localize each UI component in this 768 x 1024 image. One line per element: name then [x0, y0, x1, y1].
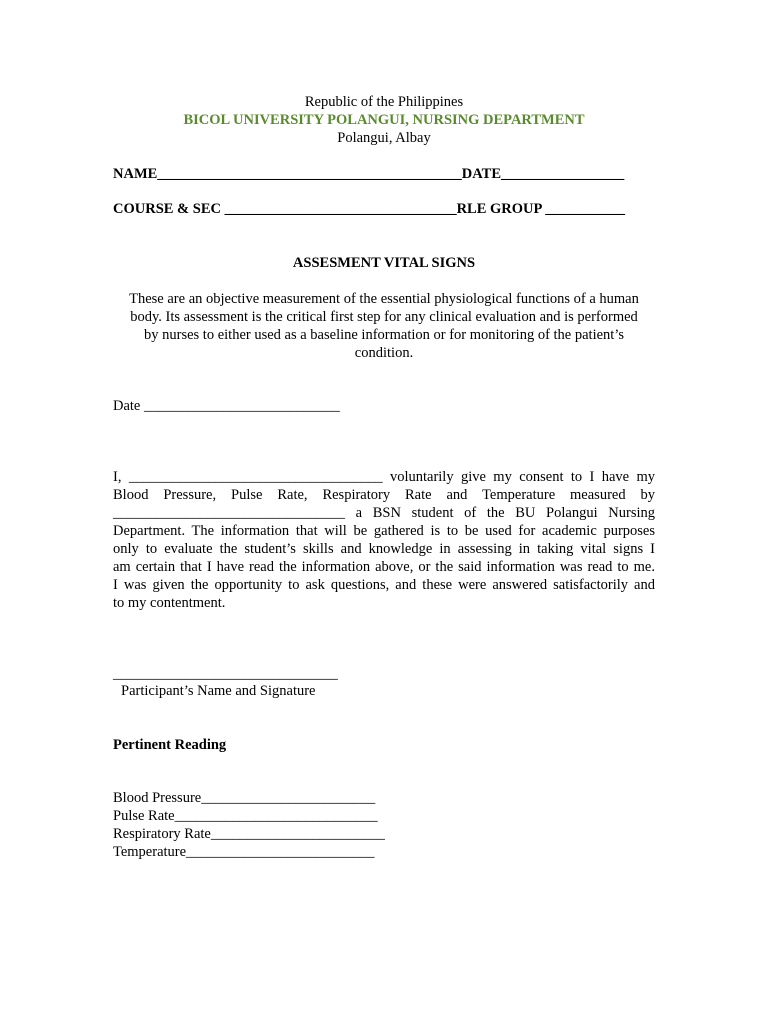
pertinent-heading: Pertinent Reading	[113, 737, 227, 753]
intro-paragraph	[113, 290, 655, 362]
consent-line: I, ___________________________________ voluntarily give my consent to I have my	[113, 469, 655, 485]
consent-line: am certain that I have read the information above, or the said information was read to me.	[113, 559, 655, 575]
name-date-field: NAME__________________________________________DATE_________________	[113, 166, 625, 182]
intro-line: condition.	[354, 345, 414, 361]
date-field: Date ___________________________	[113, 398, 340, 414]
consent-line: I was given the opportunity to ask questions, and these were answered satisfactorily and	[113, 577, 655, 593]
signature-line: _______________________________	[113, 666, 338, 682]
consent-line: Blood Pressure, Pulse Rate, Respiratory Rate and Temperature measured by	[113, 487, 655, 503]
course-rle-field: COURSE & SEC ________________________________RLE GROUP ___________	[113, 201, 625, 217]
consent-line: ________________________________ a BSN student of the BU Polangui Nursing	[113, 505, 655, 521]
country-heading: Republic of the Philippines	[304, 94, 464, 110]
consent-line: only to evaluate the student’s skills and knowledge in assessing in taking vital signs I	[113, 541, 655, 557]
temperature-field: Temperature__________________________	[113, 844, 375, 860]
respiratory-rate-field: Respiratory Rate________________________	[113, 826, 385, 842]
location-heading: Polangui, Albay	[337, 130, 431, 146]
intro-line: These are an objective measurement of the essential physiological functions of a human	[129, 291, 639, 307]
intro-line: by nurses to either used as a baseline information or for monitoring of the patient’s	[144, 327, 624, 343]
consent-paragraph	[113, 468, 655, 612]
consent-line: Department. The information that will be gathered is to be used for academic purposes	[113, 523, 655, 539]
consent-line: to my contentment.	[113, 595, 226, 611]
pulse-rate-field: Pulse Rate____________________________	[113, 808, 378, 824]
signature-label: Participant’s Name and Signature	[121, 683, 316, 699]
institution-heading: BICOL UNIVERSITY POLANGUI, NURSING DEPARTMENT	[183, 112, 585, 128]
intro-line: body. Its assessment is the critical first step for any clinical evaluation and is performed	[130, 309, 638, 325]
blood-pressure-field: Blood Pressure________________________	[113, 790, 376, 806]
document-title: ASSESMENT VITAL SIGNS	[292, 255, 476, 271]
